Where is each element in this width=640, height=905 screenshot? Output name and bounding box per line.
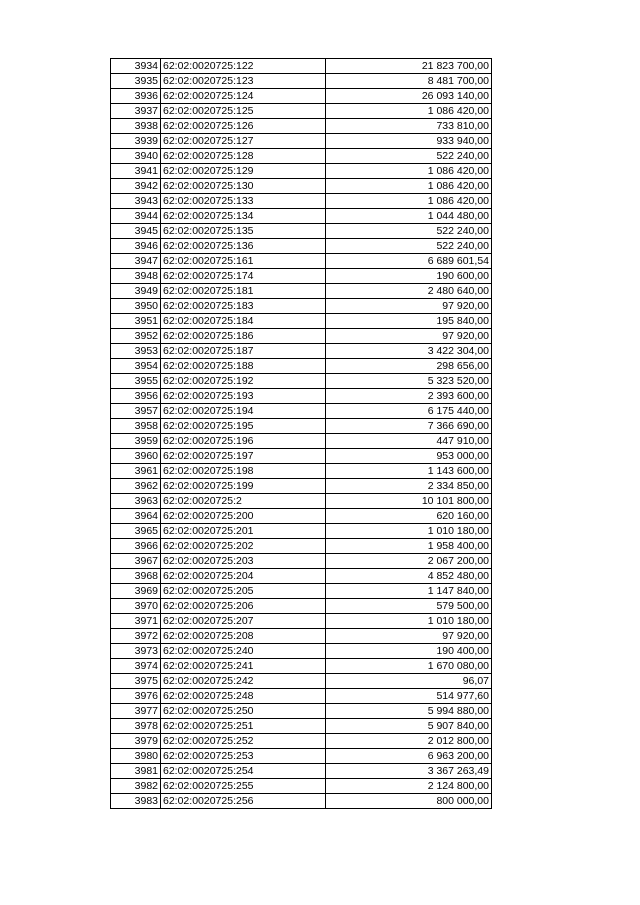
cadastral-number-cell: 62:02:0020725:188 xyxy=(161,359,326,374)
cadastral-number-cell: 62:02:0020725:196 xyxy=(161,434,326,449)
cadastral-value-cell: 1 010 180,00 xyxy=(326,524,492,539)
table-row xyxy=(111,209,492,224)
cadastral-value-cell: 97 920,00 xyxy=(326,299,492,314)
table-row xyxy=(111,239,492,254)
cadastral-number-cell: 62:02:0020725:251 xyxy=(161,719,326,734)
table-row xyxy=(111,674,492,689)
cadastral-number-cell: 62:02:0020725:194 xyxy=(161,404,326,419)
cadastral-value-cell: 447 910,00 xyxy=(326,434,492,449)
row-number-cell: 3959 xyxy=(111,434,161,449)
cadastral-value-cell: 190 600,00 xyxy=(326,269,492,284)
row-number-cell: 3971 xyxy=(111,614,161,629)
table-row xyxy=(111,149,492,164)
row-number-cell: 3938 xyxy=(111,119,161,134)
row-number-cell: 3970 xyxy=(111,599,161,614)
cadastral-number-cell: 62:02:0020725:184 xyxy=(161,314,326,329)
cadastral-number-cell: 62:02:0020725:174 xyxy=(161,269,326,284)
row-number-cell: 3977 xyxy=(111,704,161,719)
cadastral-number-cell: 62:02:0020725:207 xyxy=(161,614,326,629)
table-row xyxy=(111,794,492,809)
row-number-cell: 3982 xyxy=(111,779,161,794)
table-row xyxy=(111,644,492,659)
table-row xyxy=(111,524,492,539)
table-row xyxy=(111,119,492,134)
cadastral-value-cell: 522 240,00 xyxy=(326,149,492,164)
table-row xyxy=(111,554,492,569)
row-number-cell: 3953 xyxy=(111,344,161,359)
table-row xyxy=(111,779,492,794)
cadastral-number-cell: 62:02:0020725:254 xyxy=(161,764,326,779)
cadastral-value-cell: 2 067 200,00 xyxy=(326,554,492,569)
table-row xyxy=(111,344,492,359)
row-number-cell: 3955 xyxy=(111,374,161,389)
table-row xyxy=(111,329,492,344)
row-number-cell: 3943 xyxy=(111,194,161,209)
row-number-cell: 3975 xyxy=(111,674,161,689)
row-number-cell: 3939 xyxy=(111,134,161,149)
row-number-cell: 3936 xyxy=(111,89,161,104)
cadastral-value-cell: 3 367 263,49 xyxy=(326,764,492,779)
row-number-cell: 3957 xyxy=(111,404,161,419)
cadastral-number-cell: 62:02:0020725:199 xyxy=(161,479,326,494)
cadastral-number-cell: 62:02:0020725:192 xyxy=(161,374,326,389)
cadastral-number-cell: 62:02:0020725:128 xyxy=(161,149,326,164)
cadastral-value-cell: 2 012 800,00 xyxy=(326,734,492,749)
cadastral-number-cell: 62:02:0020725:206 xyxy=(161,599,326,614)
cadastral-number-cell: 62:02:0020725:205 xyxy=(161,584,326,599)
cadastral-number-cell: 62:02:0020725:200 xyxy=(161,509,326,524)
row-number-cell: 3940 xyxy=(111,149,161,164)
cadastral-number-cell: 62:02:0020725:256 xyxy=(161,794,326,809)
cadastral-value-cell: 2 393 600,00 xyxy=(326,389,492,404)
table-row xyxy=(111,719,492,734)
row-number-cell: 3951 xyxy=(111,314,161,329)
cadastral-value-cell: 6 963 200,00 xyxy=(326,749,492,764)
cadastral-value-cell: 1 044 480,00 xyxy=(326,209,492,224)
cadastral-number-cell: 62:02:0020725:198 xyxy=(161,464,326,479)
cadastral-number-cell: 62:02:0020725:195 xyxy=(161,419,326,434)
cadastral-number-cell: 62:02:0020725:250 xyxy=(161,704,326,719)
table-row xyxy=(111,104,492,119)
cadastral-value-table xyxy=(110,58,492,809)
row-number-cell: 3969 xyxy=(111,584,161,599)
cadastral-value-cell: 1 086 420,00 xyxy=(326,194,492,209)
table-row xyxy=(111,689,492,704)
table-row xyxy=(111,734,492,749)
cadastral-number-cell: 62:02:0020725:2 xyxy=(161,494,326,509)
cadastral-value-cell: 2 124 800,00 xyxy=(326,779,492,794)
table-row xyxy=(111,749,492,764)
cadastral-value-cell: 96,07 xyxy=(326,674,492,689)
table-row xyxy=(111,509,492,524)
cadastral-number-cell: 62:02:0020725:242 xyxy=(161,674,326,689)
cadastral-number-cell: 62:02:0020725:133 xyxy=(161,194,326,209)
cadastral-value-cell: 97 920,00 xyxy=(326,629,492,644)
table-row xyxy=(111,359,492,374)
row-number-cell: 3968 xyxy=(111,569,161,584)
table-row xyxy=(111,179,492,194)
row-number-cell: 3941 xyxy=(111,164,161,179)
cadastral-number-cell: 62:02:0020725:125 xyxy=(161,104,326,119)
row-number-cell: 3980 xyxy=(111,749,161,764)
table-row xyxy=(111,224,492,239)
row-number-cell: 3935 xyxy=(111,74,161,89)
cadastral-value-cell: 5 323 520,00 xyxy=(326,374,492,389)
row-number-cell: 3942 xyxy=(111,179,161,194)
row-number-cell: 3961 xyxy=(111,464,161,479)
row-number-cell: 3958 xyxy=(111,419,161,434)
cadastral-number-cell: 62:02:0020725:130 xyxy=(161,179,326,194)
row-number-cell: 3948 xyxy=(111,269,161,284)
row-number-cell: 3964 xyxy=(111,509,161,524)
table-row xyxy=(111,599,492,614)
cadastral-number-cell: 62:02:0020725:197 xyxy=(161,449,326,464)
row-number-cell: 3956 xyxy=(111,389,161,404)
row-number-cell: 3962 xyxy=(111,479,161,494)
row-number-cell: 3978 xyxy=(111,719,161,734)
cadastral-number-cell: 62:02:0020725:202 xyxy=(161,539,326,554)
cadastral-number-cell: 62:02:0020725:126 xyxy=(161,119,326,134)
table-row xyxy=(111,539,492,554)
row-number-cell: 3983 xyxy=(111,794,161,809)
cadastral-value-cell: 1 670 080,00 xyxy=(326,659,492,674)
row-number-cell: 3979 xyxy=(111,734,161,749)
table-row xyxy=(111,299,492,314)
cadastral-number-cell: 62:02:0020725:208 xyxy=(161,629,326,644)
cadastral-number-cell: 62:02:0020725:124 xyxy=(161,89,326,104)
table-row xyxy=(111,614,492,629)
table-row xyxy=(111,659,492,674)
row-number-cell: 3960 xyxy=(111,449,161,464)
table-row xyxy=(111,464,492,479)
cadastral-value-cell: 1 086 420,00 xyxy=(326,179,492,194)
cadastral-value-cell: 6 175 440,00 xyxy=(326,404,492,419)
table-row xyxy=(111,314,492,329)
cadastral-value-cell: 10 101 800,00 xyxy=(326,494,492,509)
table-row xyxy=(111,764,492,779)
cadastral-number-cell: 62:02:0020725:187 xyxy=(161,344,326,359)
cadastral-value-cell: 1 958 400,00 xyxy=(326,539,492,554)
cadastral-value-cell: 5 994 880,00 xyxy=(326,704,492,719)
cadastral-number-cell: 62:02:0020725:255 xyxy=(161,779,326,794)
cadastral-number-cell: 62:02:0020725:123 xyxy=(161,74,326,89)
cadastral-value-cell: 1 143 600,00 xyxy=(326,464,492,479)
cadastral-value-cell: 97 920,00 xyxy=(326,329,492,344)
row-number-cell: 3937 xyxy=(111,104,161,119)
row-number-cell: 3944 xyxy=(111,209,161,224)
table-row xyxy=(111,449,492,464)
row-number-cell: 3974 xyxy=(111,659,161,674)
cadastral-number-cell: 62:02:0020725:203 xyxy=(161,554,326,569)
row-number-cell: 3945 xyxy=(111,224,161,239)
cadastral-number-cell: 62:02:0020725:248 xyxy=(161,689,326,704)
table-row xyxy=(111,704,492,719)
cadastral-value-cell: 620 160,00 xyxy=(326,509,492,524)
row-number-cell: 3949 xyxy=(111,284,161,299)
cadastral-value-cell: 21 823 700,00 xyxy=(326,59,492,74)
table-row xyxy=(111,134,492,149)
table-row xyxy=(111,629,492,644)
row-number-cell: 3952 xyxy=(111,329,161,344)
cadastral-number-cell: 62:02:0020725:193 xyxy=(161,389,326,404)
table-row xyxy=(111,404,492,419)
table-row xyxy=(111,419,492,434)
table-row xyxy=(111,254,492,269)
cadastral-number-cell: 62:02:0020725:136 xyxy=(161,239,326,254)
cadastral-value-cell: 800 000,00 xyxy=(326,794,492,809)
table-row xyxy=(111,494,492,509)
row-number-cell: 3963 xyxy=(111,494,161,509)
table-row xyxy=(111,269,492,284)
cadastral-value-cell: 7 366 690,00 xyxy=(326,419,492,434)
table-body xyxy=(111,59,492,809)
cadastral-number-cell: 62:02:0020725:181 xyxy=(161,284,326,299)
cadastral-value-cell: 1 086 420,00 xyxy=(326,104,492,119)
cadastral-number-cell: 62:02:0020725:134 xyxy=(161,209,326,224)
table-row xyxy=(111,569,492,584)
cadastral-number-cell: 62:02:0020725:161 xyxy=(161,254,326,269)
cadastral-number-cell: 62:02:0020725:135 xyxy=(161,224,326,239)
table-row xyxy=(111,584,492,599)
cadastral-value-cell: 733 810,00 xyxy=(326,119,492,134)
row-number-cell: 3946 xyxy=(111,239,161,254)
table-row xyxy=(111,164,492,179)
cadastral-number-cell: 62:02:0020725:253 xyxy=(161,749,326,764)
table-row xyxy=(111,434,492,449)
row-number-cell: 3972 xyxy=(111,629,161,644)
cadastral-number-cell: 62:02:0020725:201 xyxy=(161,524,326,539)
cadastral-value-cell: 5 907 840,00 xyxy=(326,719,492,734)
cadastral-value-cell: 26 093 140,00 xyxy=(326,89,492,104)
row-number-cell: 3966 xyxy=(111,539,161,554)
row-number-cell: 3934 xyxy=(111,59,161,74)
table-row xyxy=(111,389,492,404)
cadastral-value-cell: 1 010 180,00 xyxy=(326,614,492,629)
row-number-cell: 3981 xyxy=(111,764,161,779)
row-number-cell: 3967 xyxy=(111,554,161,569)
cadastral-number-cell: 62:02:0020725:122 xyxy=(161,59,326,74)
cadastral-number-cell: 62:02:0020725:204 xyxy=(161,569,326,584)
table-row xyxy=(111,194,492,209)
cadastral-value-cell: 6 689 601,54 xyxy=(326,254,492,269)
cadastral-number-cell: 62:02:0020725:183 xyxy=(161,299,326,314)
table-row xyxy=(111,89,492,104)
row-number-cell: 3973 xyxy=(111,644,161,659)
cadastral-value-cell: 4 852 480,00 xyxy=(326,569,492,584)
cadastral-number-cell: 62:02:0020725:241 xyxy=(161,659,326,674)
cadastral-value-cell: 514 977,60 xyxy=(326,689,492,704)
cadastral-value-cell: 522 240,00 xyxy=(326,239,492,254)
cadastral-value-cell: 579 500,00 xyxy=(326,599,492,614)
cadastral-value-cell: 953 000,00 xyxy=(326,449,492,464)
row-number-cell: 3947 xyxy=(111,254,161,269)
cadastral-value-cell: 195 840,00 xyxy=(326,314,492,329)
cadastral-value-cell: 1 086 420,00 xyxy=(326,164,492,179)
table-row xyxy=(111,59,492,74)
table-row xyxy=(111,74,492,89)
cadastral-number-cell: 62:02:0020725:186 xyxy=(161,329,326,344)
cadastral-number-cell: 62:02:0020725:129 xyxy=(161,164,326,179)
cadastral-value-cell: 3 422 304,00 xyxy=(326,344,492,359)
cadastral-value-cell: 933 940,00 xyxy=(326,134,492,149)
row-number-cell: 3954 xyxy=(111,359,161,374)
table-row xyxy=(111,284,492,299)
cadastral-number-cell: 62:02:0020725:240 xyxy=(161,644,326,659)
cadastral-value-cell: 190 400,00 xyxy=(326,644,492,659)
table-row xyxy=(111,374,492,389)
cadastral-value-cell: 298 656,00 xyxy=(326,359,492,374)
row-number-cell: 3965 xyxy=(111,524,161,539)
cadastral-value-cell: 8 481 700,00 xyxy=(326,74,492,89)
cadastral-value-cell: 1 147 840,00 xyxy=(326,584,492,599)
cadastral-value-cell: 2 334 850,00 xyxy=(326,479,492,494)
cadastral-number-cell: 62:02:0020725:127 xyxy=(161,134,326,149)
table-row xyxy=(111,479,492,494)
cadastral-value-cell: 2 480 640,00 xyxy=(326,284,492,299)
cadastral-number-cell: 62:02:0020725:252 xyxy=(161,734,326,749)
row-number-cell: 3950 xyxy=(111,299,161,314)
row-number-cell: 3976 xyxy=(111,689,161,704)
cadastral-value-cell: 522 240,00 xyxy=(326,224,492,239)
